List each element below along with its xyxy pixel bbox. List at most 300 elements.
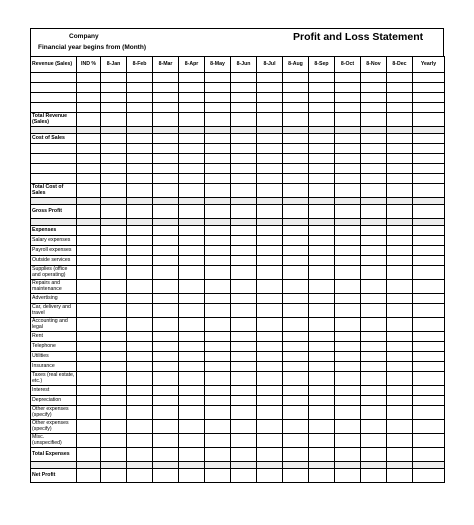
value-cell[interactable] [413, 266, 445, 280]
value-cell[interactable] [205, 246, 231, 256]
value-cell[interactable] [413, 73, 445, 83]
value-cell[interactable] [413, 386, 445, 396]
value-cell[interactable] [153, 164, 179, 174]
value-cell[interactable] [283, 266, 309, 280]
value-cell[interactable] [257, 332, 283, 342]
value-cell[interactable] [413, 236, 445, 246]
value-cell[interactable] [413, 113, 445, 127]
value-cell[interactable] [77, 246, 101, 256]
value-cell[interactable] [283, 134, 309, 144]
value-cell[interactable] [257, 406, 283, 420]
value-cell[interactable] [387, 184, 413, 198]
value-cell[interactable] [179, 304, 205, 318]
value-cell[interactable] [205, 93, 231, 103]
value-cell[interactable] [127, 304, 153, 318]
value-cell[interactable] [205, 184, 231, 198]
value-cell[interactable] [283, 280, 309, 294]
value-cell[interactable] [77, 318, 101, 332]
value-cell[interactable] [127, 342, 153, 352]
value-cell[interactable] [257, 342, 283, 352]
value-cell[interactable] [231, 93, 257, 103]
value-cell[interactable] [387, 304, 413, 318]
value-cell[interactable] [413, 332, 445, 342]
value-cell[interactable] [179, 294, 205, 304]
value-cell[interactable] [387, 113, 413, 127]
value-cell[interactable] [101, 372, 127, 386]
value-cell[interactable] [153, 184, 179, 198]
value-cell[interactable] [179, 154, 205, 164]
value-cell[interactable] [153, 73, 179, 83]
value-cell[interactable] [153, 318, 179, 332]
value-cell[interactable] [127, 205, 153, 219]
value-cell[interactable] [179, 226, 205, 236]
value-cell[interactable] [77, 113, 101, 127]
value-cell[interactable] [77, 280, 101, 294]
value-cell[interactable] [153, 304, 179, 318]
value-cell[interactable] [361, 372, 387, 386]
value-cell[interactable] [127, 434, 153, 448]
value-cell[interactable] [77, 184, 101, 198]
value-cell[interactable] [283, 154, 309, 164]
value-cell[interactable] [179, 113, 205, 127]
value-cell[interactable] [127, 246, 153, 256]
value-cell[interactable] [361, 434, 387, 448]
value-cell[interactable] [231, 396, 257, 406]
value-cell[interactable] [127, 103, 153, 113]
value-cell[interactable] [101, 386, 127, 396]
value-cell[interactable] [101, 448, 127, 462]
value-cell[interactable] [335, 318, 361, 332]
value-cell[interactable] [179, 332, 205, 342]
value-cell[interactable] [231, 73, 257, 83]
value-cell[interactable] [387, 174, 413, 184]
value-cell[interactable] [127, 362, 153, 372]
value-cell[interactable] [231, 256, 257, 266]
value-cell[interactable] [387, 420, 413, 434]
value-cell[interactable] [101, 103, 127, 113]
value-cell[interactable] [77, 205, 101, 219]
value-cell[interactable] [335, 93, 361, 103]
value-cell[interactable] [309, 83, 335, 93]
value-cell[interactable] [101, 469, 127, 483]
value-cell[interactable] [101, 174, 127, 184]
value-cell[interactable] [77, 304, 101, 318]
value-cell[interactable] [413, 174, 445, 184]
value-cell[interactable] [309, 164, 335, 174]
value-cell[interactable] [361, 318, 387, 332]
value-cell[interactable] [231, 332, 257, 342]
value-cell[interactable] [335, 113, 361, 127]
value-cell[interactable] [335, 332, 361, 342]
value-cell[interactable] [335, 246, 361, 256]
value-cell[interactable] [127, 113, 153, 127]
value-cell[interactable] [231, 280, 257, 294]
value-cell[interactable] [101, 352, 127, 362]
value-cell[interactable] [387, 372, 413, 386]
value-cell[interactable] [101, 205, 127, 219]
value-cell[interactable] [205, 113, 231, 127]
value-cell[interactable] [283, 236, 309, 246]
value-cell[interactable] [413, 406, 445, 420]
value-cell[interactable] [413, 226, 445, 236]
value-cell[interactable] [231, 205, 257, 219]
value-cell[interactable] [179, 372, 205, 386]
value-cell[interactable] [77, 73, 101, 83]
value-cell[interactable] [335, 266, 361, 280]
value-cell[interactable] [387, 205, 413, 219]
value-cell[interactable] [179, 205, 205, 219]
value-cell[interactable] [231, 103, 257, 113]
value-cell[interactable] [127, 318, 153, 332]
value-cell[interactable] [127, 280, 153, 294]
value-cell[interactable] [179, 236, 205, 246]
value-cell[interactable] [179, 362, 205, 372]
value-cell[interactable] [361, 342, 387, 352]
value-cell[interactable] [387, 434, 413, 448]
value-cell[interactable] [283, 434, 309, 448]
value-cell[interactable] [283, 93, 309, 103]
value-cell[interactable] [205, 434, 231, 448]
value-cell[interactable] [309, 406, 335, 420]
value-cell[interactable] [335, 304, 361, 318]
value-cell[interactable] [309, 420, 335, 434]
value-cell[interactable] [153, 420, 179, 434]
value-cell[interactable] [387, 448, 413, 462]
value-cell[interactable] [179, 396, 205, 406]
value-cell[interactable] [231, 144, 257, 154]
value-cell[interactable] [153, 396, 179, 406]
value-cell[interactable] [127, 256, 153, 266]
value-cell[interactable] [361, 266, 387, 280]
value-cell[interactable] [309, 332, 335, 342]
value-cell[interactable] [101, 362, 127, 372]
value-cell[interactable] [283, 226, 309, 236]
value-cell[interactable] [205, 103, 231, 113]
value-cell[interactable] [309, 434, 335, 448]
value-cell[interactable] [179, 246, 205, 256]
value-cell[interactable] [361, 144, 387, 154]
value-cell[interactable] [101, 266, 127, 280]
value-cell[interactable] [179, 342, 205, 352]
value-cell[interactable] [335, 420, 361, 434]
value-cell[interactable] [101, 83, 127, 93]
value-cell[interactable] [257, 304, 283, 318]
value-cell[interactable] [127, 144, 153, 154]
value-cell[interactable] [205, 174, 231, 184]
value-cell[interactable] [179, 164, 205, 174]
value-cell[interactable] [127, 226, 153, 236]
value-cell[interactable] [361, 73, 387, 83]
value-cell[interactable] [127, 266, 153, 280]
value-cell[interactable] [361, 113, 387, 127]
value-cell[interactable] [205, 164, 231, 174]
value-cell[interactable] [205, 236, 231, 246]
value-cell[interactable] [101, 144, 127, 154]
value-cell[interactable] [257, 420, 283, 434]
value-cell[interactable] [101, 73, 127, 83]
value-cell[interactable] [413, 420, 445, 434]
value-cell[interactable] [257, 73, 283, 83]
value-cell[interactable] [309, 362, 335, 372]
value-cell[interactable] [77, 144, 101, 154]
value-cell[interactable] [335, 134, 361, 144]
value-cell[interactable] [283, 420, 309, 434]
value-cell[interactable] [205, 294, 231, 304]
value-cell[interactable] [153, 144, 179, 154]
value-cell[interactable] [309, 73, 335, 83]
value-cell[interactable] [309, 226, 335, 236]
value-cell[interactable] [77, 448, 101, 462]
value-cell[interactable] [413, 144, 445, 154]
value-cell[interactable] [153, 280, 179, 294]
value-cell[interactable] [413, 342, 445, 352]
value-cell[interactable] [153, 294, 179, 304]
value-cell[interactable] [387, 280, 413, 294]
value-cell[interactable] [335, 372, 361, 386]
value-cell[interactable] [101, 236, 127, 246]
value-cell[interactable] [361, 83, 387, 93]
value-cell[interactable] [387, 406, 413, 420]
value-cell[interactable] [413, 103, 445, 113]
value-cell[interactable] [101, 396, 127, 406]
value-cell[interactable] [127, 396, 153, 406]
value-cell[interactable] [179, 386, 205, 396]
value-cell[interactable] [387, 246, 413, 256]
value-cell[interactable] [127, 469, 153, 483]
value-cell[interactable] [153, 256, 179, 266]
value-cell[interactable] [101, 332, 127, 342]
value-cell[interactable] [413, 280, 445, 294]
value-cell[interactable] [77, 164, 101, 174]
value-cell[interactable] [257, 164, 283, 174]
value-cell[interactable] [231, 406, 257, 420]
value-cell[interactable] [179, 184, 205, 198]
value-cell[interactable] [361, 164, 387, 174]
value-cell[interactable] [231, 342, 257, 352]
value-cell[interactable] [335, 154, 361, 164]
value-cell[interactable] [77, 103, 101, 113]
value-cell[interactable] [309, 386, 335, 396]
value-cell[interactable] [127, 83, 153, 93]
value-cell[interactable] [257, 174, 283, 184]
value-cell[interactable] [257, 154, 283, 164]
value-cell[interactable] [205, 420, 231, 434]
value-cell[interactable] [309, 469, 335, 483]
value-cell[interactable] [361, 154, 387, 164]
value-cell[interactable] [205, 226, 231, 236]
value-cell[interactable] [257, 246, 283, 256]
value-cell[interactable] [283, 469, 309, 483]
value-cell[interactable] [309, 205, 335, 219]
value-cell[interactable] [231, 304, 257, 318]
value-cell[interactable] [335, 406, 361, 420]
value-cell[interactable] [283, 256, 309, 266]
value-cell[interactable] [387, 93, 413, 103]
value-cell[interactable] [231, 434, 257, 448]
value-cell[interactable] [413, 164, 445, 174]
value-cell[interactable] [231, 469, 257, 483]
value-cell[interactable] [257, 184, 283, 198]
value-cell[interactable] [361, 174, 387, 184]
value-cell[interactable] [335, 205, 361, 219]
value-cell[interactable] [257, 386, 283, 396]
value-cell[interactable] [205, 318, 231, 332]
value-cell[interactable] [335, 164, 361, 174]
value-cell[interactable] [153, 93, 179, 103]
value-cell[interactable] [77, 396, 101, 406]
value-cell[interactable] [179, 469, 205, 483]
value-cell[interactable] [335, 434, 361, 448]
value-cell[interactable] [179, 406, 205, 420]
value-cell[interactable] [231, 372, 257, 386]
value-cell[interactable] [205, 362, 231, 372]
value-cell[interactable] [127, 420, 153, 434]
value-cell[interactable] [257, 352, 283, 362]
value-cell[interactable] [153, 134, 179, 144]
value-cell[interactable] [179, 83, 205, 93]
value-cell[interactable] [335, 396, 361, 406]
value-cell[interactable] [153, 342, 179, 352]
value-cell[interactable] [309, 342, 335, 352]
value-cell[interactable] [387, 386, 413, 396]
value-cell[interactable] [231, 236, 257, 246]
value-cell[interactable] [179, 420, 205, 434]
value-cell[interactable] [283, 164, 309, 174]
value-cell[interactable] [309, 134, 335, 144]
value-cell[interactable] [231, 386, 257, 396]
value-cell[interactable] [413, 469, 445, 483]
value-cell[interactable] [179, 73, 205, 83]
value-cell[interactable] [205, 205, 231, 219]
value-cell[interactable] [231, 362, 257, 372]
value-cell[interactable] [413, 362, 445, 372]
value-cell[interactable] [179, 256, 205, 266]
value-cell[interactable] [153, 246, 179, 256]
value-cell[interactable] [335, 448, 361, 462]
value-cell[interactable] [309, 280, 335, 294]
value-cell[interactable] [77, 226, 101, 236]
value-cell[interactable] [179, 280, 205, 294]
value-cell[interactable] [231, 448, 257, 462]
value-cell[interactable] [205, 372, 231, 386]
value-cell[interactable] [361, 304, 387, 318]
value-cell[interactable] [257, 236, 283, 246]
value-cell[interactable] [77, 386, 101, 396]
value-cell[interactable] [283, 372, 309, 386]
value-cell[interactable] [205, 332, 231, 342]
value-cell[interactable] [127, 134, 153, 144]
value-cell[interactable] [283, 362, 309, 372]
value-cell[interactable] [257, 266, 283, 280]
value-cell[interactable] [77, 372, 101, 386]
value-cell[interactable] [205, 280, 231, 294]
value-cell[interactable] [361, 184, 387, 198]
value-cell[interactable] [387, 352, 413, 362]
value-cell[interactable] [257, 93, 283, 103]
value-cell[interactable] [205, 154, 231, 164]
value-cell[interactable] [361, 294, 387, 304]
value-cell[interactable] [335, 83, 361, 93]
value-cell[interactable] [127, 93, 153, 103]
value-cell[interactable] [231, 266, 257, 280]
value-cell[interactable] [127, 386, 153, 396]
value-cell[interactable] [387, 362, 413, 372]
value-cell[interactable] [77, 362, 101, 372]
value-cell[interactable] [231, 352, 257, 362]
value-cell[interactable] [387, 83, 413, 93]
value-cell[interactable] [309, 304, 335, 318]
value-cell[interactable] [413, 434, 445, 448]
value-cell[interactable] [231, 154, 257, 164]
value-cell[interactable] [231, 246, 257, 256]
value-cell[interactable] [205, 386, 231, 396]
value-cell[interactable] [153, 372, 179, 386]
value-cell[interactable] [179, 134, 205, 144]
value-cell[interactable] [387, 144, 413, 154]
value-cell[interactable] [179, 144, 205, 154]
value-cell[interactable] [127, 164, 153, 174]
value-cell[interactable] [153, 205, 179, 219]
value-cell[interactable] [205, 396, 231, 406]
value-cell[interactable] [283, 406, 309, 420]
value-cell[interactable] [153, 266, 179, 280]
value-cell[interactable] [361, 205, 387, 219]
value-cell[interactable] [153, 352, 179, 362]
value-cell[interactable] [101, 434, 127, 448]
value-cell[interactable] [127, 372, 153, 386]
value-cell[interactable] [361, 226, 387, 236]
value-cell[interactable] [283, 174, 309, 184]
value-cell[interactable] [309, 318, 335, 332]
value-cell[interactable] [77, 332, 101, 342]
value-cell[interactable] [335, 174, 361, 184]
value-cell[interactable] [283, 103, 309, 113]
value-cell[interactable] [283, 304, 309, 318]
value-cell[interactable] [231, 113, 257, 127]
value-cell[interactable] [101, 256, 127, 266]
value-cell[interactable] [283, 352, 309, 362]
value-cell[interactable] [257, 318, 283, 332]
value-cell[interactable] [283, 294, 309, 304]
value-cell[interactable] [77, 154, 101, 164]
value-cell[interactable] [335, 342, 361, 352]
value-cell[interactable] [153, 113, 179, 127]
value-cell[interactable] [387, 73, 413, 83]
value-cell[interactable] [101, 318, 127, 332]
value-cell[interactable] [413, 246, 445, 256]
value-cell[interactable] [77, 256, 101, 266]
value-cell[interactable] [309, 144, 335, 154]
value-cell[interactable] [309, 236, 335, 246]
value-cell[interactable] [127, 154, 153, 164]
value-cell[interactable] [257, 372, 283, 386]
value-cell[interactable] [153, 362, 179, 372]
value-cell[interactable] [153, 469, 179, 483]
value-cell[interactable] [283, 246, 309, 256]
value-cell[interactable] [77, 236, 101, 246]
value-cell[interactable] [205, 406, 231, 420]
value-cell[interactable] [231, 174, 257, 184]
value-cell[interactable] [387, 332, 413, 342]
value-cell[interactable] [309, 294, 335, 304]
value-cell[interactable] [127, 73, 153, 83]
value-cell[interactable] [205, 352, 231, 362]
value-cell[interactable] [257, 103, 283, 113]
value-cell[interactable] [153, 406, 179, 420]
value-cell[interactable] [101, 342, 127, 352]
value-cell[interactable] [309, 266, 335, 280]
value-cell[interactable] [283, 318, 309, 332]
